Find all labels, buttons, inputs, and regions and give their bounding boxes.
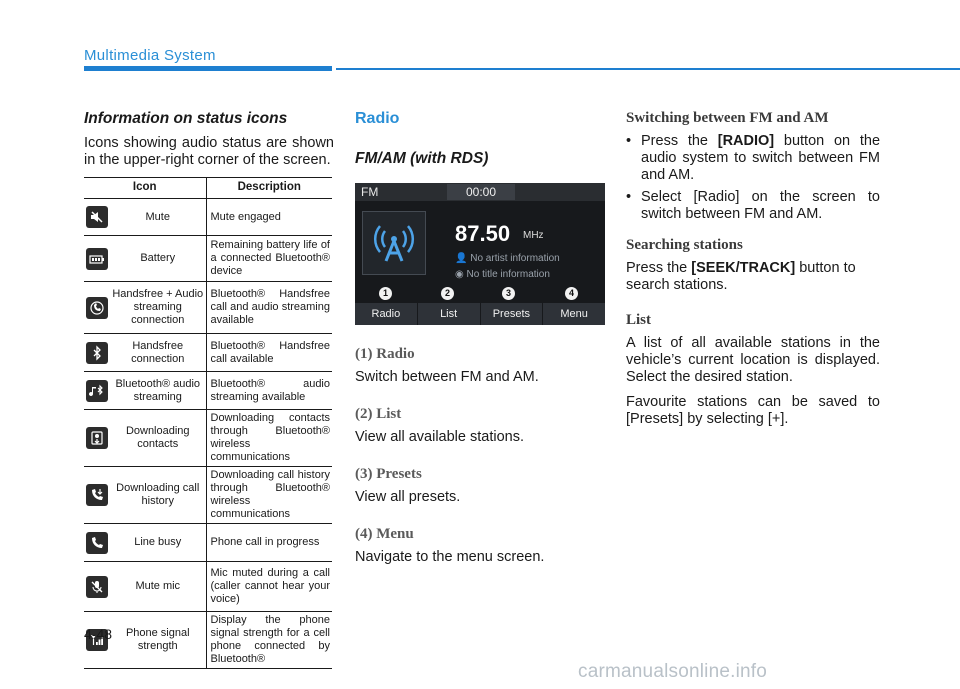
list-paragraph-2: Favourite stations can be saved to [Presets] by selecting [+]. [626, 394, 880, 427]
item-presets-heading: (3) Presets [355, 466, 422, 482]
screen-marker-1: 1 [379, 287, 392, 300]
screen-frequency: 87.50 [455, 221, 511, 246]
item-radio-text: Switch between FM and AM. [355, 369, 539, 385]
table-row [84, 236, 332, 282]
screen-title-text: No title information [466, 269, 550, 280]
row-name: Handsfree connection [110, 334, 206, 372]
status-section-intro: Icons showing audio status are shown in the upper-right corner of the screen. [84, 135, 334, 168]
radio-title: Radio [355, 110, 400, 127]
item-list-heading: (2) List [355, 406, 402, 422]
seek-track-button-label: [SEEK/TRACK] [691, 260, 796, 276]
table-header-description: Description [206, 178, 332, 199]
item-list-text: View all available stations. [355, 429, 524, 445]
row-name: Battery [110, 236, 206, 282]
list-title: List [626, 312, 652, 328]
table-row [84, 562, 332, 612]
screen-marker-3: 3 [502, 287, 515, 300]
item-menu-heading: (4) Menu [355, 526, 414, 542]
row-name: Downloading contacts [110, 410, 206, 467]
item-radio-heading: (1) Radio [355, 346, 415, 362]
row-name: Bluetooth® audio streaming [110, 372, 206, 410]
searching-title: Searching stations [626, 237, 743, 253]
fm-am-subtitle: FM/AM (with RDS) [355, 150, 489, 167]
page-number: 4-48 [84, 626, 113, 642]
list-item: • Press the [RADIO] button on the audio system to switch between FM and AM. [626, 133, 880, 184]
antenna-icon [362, 211, 426, 275]
table-row [84, 612, 332, 669]
screen-presets-button: Presets [481, 303, 544, 325]
table-row [84, 372, 332, 410]
status-icon-table [84, 177, 332, 669]
screen-unit: MHz [523, 230, 544, 241]
mute-icon [86, 206, 108, 228]
row-description: Downloading contacts through Bluetooth® wireless communications [206, 410, 332, 467]
switching-column [626, 110, 880, 428]
table-row [84, 199, 332, 236]
row-description: Bluetooth® Handsfree call and audio streaming available [206, 282, 332, 334]
mute-mic-icon [86, 576, 108, 598]
item-menu-text: Navigate to the menu screen. [355, 549, 545, 565]
bluetooth-audio-icon [86, 380, 108, 402]
item-presets-text: View all presets. [355, 489, 461, 505]
handsfree-audio-icon [86, 297, 108, 319]
table-row [84, 524, 332, 562]
screen-band-label: FM [361, 185, 379, 199]
table-row [84, 410, 332, 467]
row-description: Mic muted during a call (caller cannot hear your voice) [206, 562, 332, 612]
screen-title-info: ◉ No title information [455, 269, 550, 280]
radio-button-label: [RADIO] [717, 133, 775, 149]
table-header-row [84, 178, 332, 199]
row-name: Mute mic [110, 562, 206, 612]
switching-bullets [626, 133, 880, 223]
screen-marker-4: 4 [565, 287, 578, 300]
screen-artist-text: No artist information [470, 253, 560, 264]
header-title: Multimedia System [84, 47, 216, 64]
screen-radio-button: Radio [355, 303, 418, 325]
row-description: Bluetooth® audio streaming available [206, 372, 332, 410]
line-busy-icon [86, 532, 108, 554]
row-description: Mute engaged [206, 199, 332, 236]
radio-screen-image [355, 183, 605, 325]
screen-button-bar [355, 303, 605, 325]
screen-artist-info: 👤 No artist information [455, 253, 560, 264]
table-row [84, 282, 332, 334]
row-description: Downloading call history through Bluetooth® wireless communications [206, 467, 332, 524]
list-paragraph-1: A list of all available stations in the vehicle’s current location is displayed. Select the desired station. [626, 335, 880, 385]
list-item: • Select [Radio] on the screen to switch between FM and AM. [626, 189, 880, 223]
screen-clock: 00:00 [447, 184, 515, 200]
table-header-icon: Icon [84, 178, 206, 199]
battery-icon [86, 248, 108, 270]
screen-marker-2: 2 [441, 287, 454, 300]
radio-column [355, 110, 607, 566]
download-contacts-icon [86, 427, 108, 449]
switching-title: Switching between FM and AM [626, 110, 829, 126]
header-bar [84, 66, 332, 71]
header-line [336, 68, 960, 70]
screen-menu-button: Menu [543, 303, 605, 325]
row-description: Display the phone signal strength for a cell phone connected by Bluetooth® [206, 612, 332, 669]
bluetooth-handsfree-icon [86, 342, 108, 364]
searching-text: Press the [SEEK/TRACK] button to search stations. [626, 260, 856, 293]
row-name: Phone signal strength [110, 612, 206, 669]
row-description: Bluetooth® Handsfree call available [206, 334, 332, 372]
status-section-title: Information on status icons [84, 110, 288, 127]
row-name: Mute [110, 199, 206, 236]
download-call-history-icon [86, 484, 108, 506]
row-description: Phone call in progress [206, 524, 332, 562]
watermark: carmanualsonline.info [578, 661, 768, 682]
row-description: Remaining battery life of a connected Bluetooth® device [206, 236, 332, 282]
row-name: Downloading call history [110, 467, 206, 524]
row-name: Handsfree + Audio streaming connection [110, 282, 206, 334]
row-name: Line busy [110, 524, 206, 562]
table-row [84, 334, 332, 372]
status-icons-column [84, 110, 334, 669]
screen-list-button: List [418, 303, 481, 325]
table-row [84, 467, 332, 524]
